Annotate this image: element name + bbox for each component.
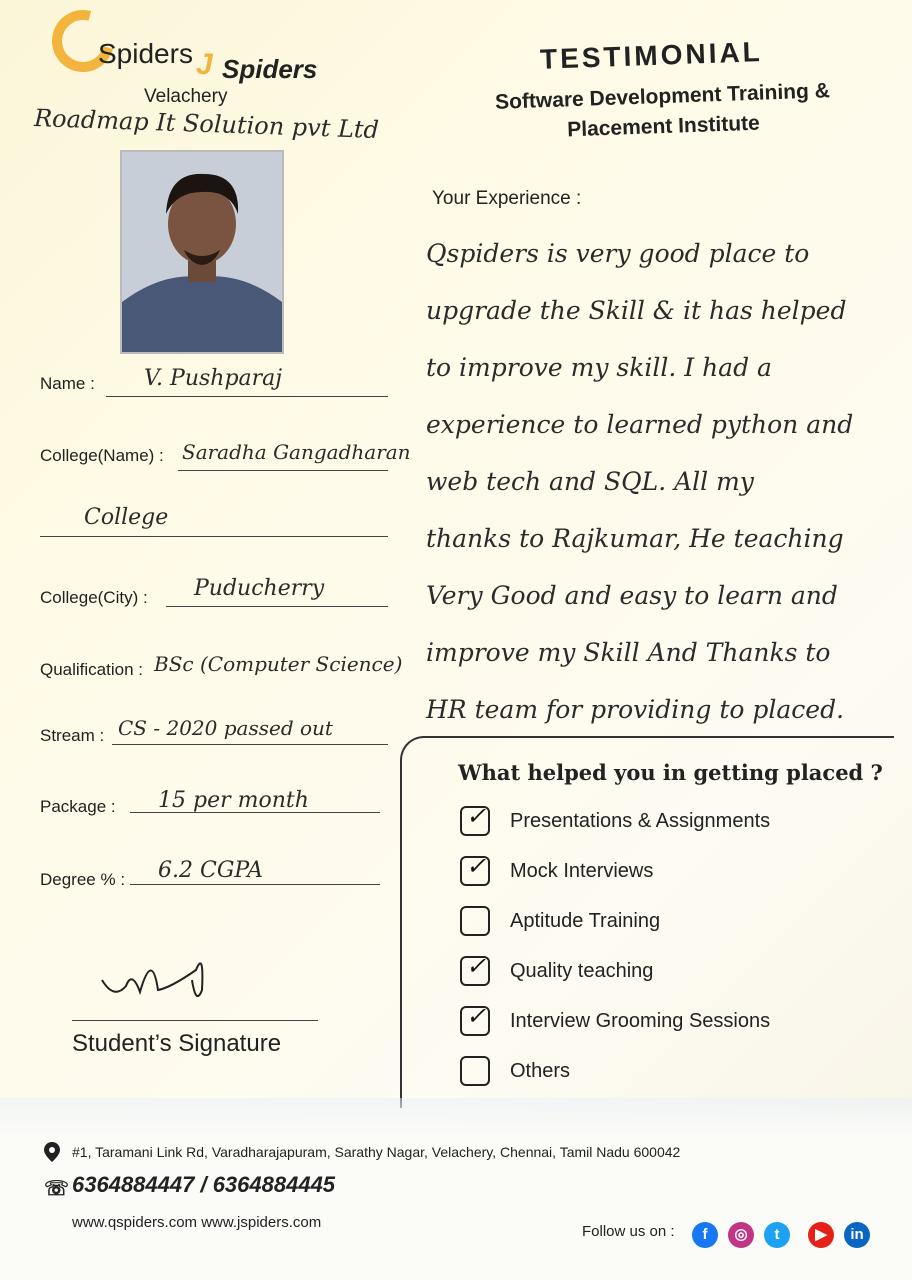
follow-label: Follow us on : bbox=[582, 1223, 675, 1240]
qualification-value: BSc (Computer Science) bbox=[154, 652, 403, 676]
stream-line bbox=[112, 744, 388, 745]
student-photo bbox=[120, 150, 284, 354]
college-name-value: Saradha Gangadharan bbox=[182, 440, 411, 464]
address: #1, Taramani Link Rd, Varadharajapuram, Sarathy Nagar, Velachery, Chennai, Tamil Nadu 600042 bbox=[72, 1144, 681, 1160]
signature-line bbox=[72, 1020, 318, 1021]
experience-line: Qspiders is very good place to bbox=[426, 239, 810, 268]
facebook-icon[interactable]: f bbox=[692, 1222, 718, 1248]
stream-label: Stream : bbox=[40, 726, 105, 745]
option-others[interactable] bbox=[460, 1056, 570, 1086]
experience-line: thanks to Rajkumar, He teaching bbox=[426, 524, 844, 553]
college-name-label: College(Name) : bbox=[40, 446, 164, 465]
option-aptitude-training[interactable] bbox=[460, 906, 660, 936]
qspiders-logo-text: Spiders bbox=[98, 38, 193, 69]
experience-text bbox=[426, 225, 896, 738]
college-name-line bbox=[178, 470, 388, 471]
page-subtitle: Software Development Training & Placement Institute bbox=[494, 79, 831, 142]
qualification-label: Qualification : bbox=[40, 660, 143, 679]
placement-title: What helped you in getting placed ? bbox=[458, 760, 883, 785]
check-icon: ✓ bbox=[466, 952, 487, 980]
phone-icon: ☏ bbox=[44, 1178, 70, 1200]
experience-line: Very Good and easy to learn and bbox=[426, 581, 838, 610]
website-links[interactable]: www.qspiders.com www.jspiders.com bbox=[72, 1214, 322, 1231]
student-photo-illustration bbox=[122, 152, 282, 352]
option-label: Aptitude Training bbox=[510, 909, 661, 932]
name-line bbox=[106, 396, 388, 397]
experience-label: Your Experience : bbox=[432, 188, 582, 209]
youtube-icon[interactable]: ▶ bbox=[808, 1222, 834, 1248]
phone-numbers[interactable]: 6364884447 / 6364884445 bbox=[72, 1172, 336, 1197]
option-presentations[interactable] bbox=[460, 802, 771, 836]
check-icon: ✓ bbox=[466, 802, 487, 830]
experience-line: HR team for providing to placed. bbox=[426, 695, 845, 724]
jspiders-logo-j: J bbox=[196, 48, 213, 81]
college-name-value-2: College bbox=[84, 505, 169, 530]
option-label: Interview Grooming Sessions bbox=[510, 1009, 771, 1032]
experience-line: improve my Skill And Thanks to bbox=[426, 638, 831, 667]
degree-line bbox=[130, 884, 380, 885]
college-city-label: College(City) : bbox=[40, 588, 148, 607]
degree-label: Degree % : bbox=[40, 870, 126, 889]
college-city-line bbox=[166, 606, 388, 607]
twitter-icon[interactable]: t bbox=[764, 1222, 790, 1248]
signature-label: Student’s Signature bbox=[72, 1030, 282, 1057]
name-label: Name : bbox=[40, 374, 95, 393]
option-label: Mock Interviews bbox=[510, 859, 654, 882]
checkbox[interactable] bbox=[460, 952, 490, 986]
checkbox[interactable] bbox=[460, 852, 490, 886]
option-quality-teaching[interactable] bbox=[460, 952, 654, 986]
instagram-icon[interactable]: ◎ bbox=[728, 1222, 754, 1248]
name-value: V. Pushparaj bbox=[144, 366, 283, 391]
checkbox[interactable] bbox=[460, 802, 490, 836]
experience-line: web tech and SQL. All my bbox=[426, 467, 754, 496]
college-name-line-2 bbox=[40, 536, 388, 537]
checkbox[interactable] bbox=[460, 906, 490, 936]
experience-line: experience to learned python and bbox=[426, 410, 854, 439]
checkbox[interactable] bbox=[460, 1002, 490, 1036]
page-title: TESTIMONIAL bbox=[539, 36, 764, 75]
location-pin-icon bbox=[44, 1142, 60, 1162]
linkedin-icon[interactable]: in bbox=[844, 1222, 870, 1248]
checkbox[interactable] bbox=[460, 1056, 490, 1086]
experience-line: to improve my skill. I had a bbox=[426, 353, 772, 382]
college-city-value: Puducherry bbox=[194, 576, 325, 601]
package-value: 15 per month bbox=[158, 788, 309, 813]
option-label: Others bbox=[510, 1059, 571, 1082]
signature-mark bbox=[100, 940, 250, 1010]
option-label: Quality teaching bbox=[510, 959, 654, 982]
signature-drawing bbox=[100, 940, 250, 1010]
check-icon: ✓ bbox=[466, 852, 487, 880]
check-icon: ✓ bbox=[466, 1002, 487, 1030]
logo-location: Velachery bbox=[144, 86, 228, 107]
package-label: Package : bbox=[40, 797, 116, 816]
option-mock-interviews[interactable] bbox=[460, 852, 654, 886]
option-interview-grooming[interactable] bbox=[460, 1002, 771, 1036]
experience-line: upgrade the Skill & it has helped bbox=[426, 296, 847, 325]
jspiders-logo-text: Spiders bbox=[222, 54, 318, 84]
company-name: Roadmap It Solution pvt Ltd bbox=[33, 103, 380, 145]
option-label: Presentations & Assignments bbox=[510, 809, 771, 832]
stream-value: CS - 2020 passed out bbox=[118, 716, 333, 740]
degree-value: 6.2 CGPA bbox=[158, 858, 264, 883]
